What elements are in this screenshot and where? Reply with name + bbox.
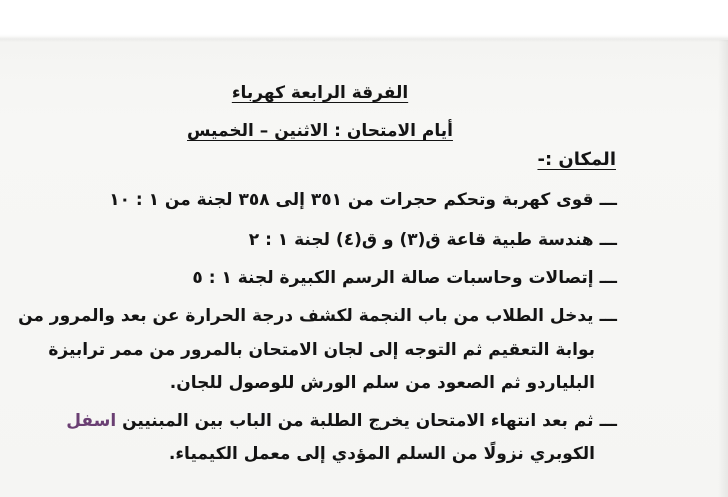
exam-days-text: أيام الامتحان : الاثنين – الخميس	[187, 121, 453, 141]
paper-edge-shadow	[718, 40, 728, 497]
list-item	[109, 189, 617, 211]
list-item-text-highlight: اسفل	[66, 411, 117, 431]
list-item	[66, 410, 617, 432]
list-item-text: ثم بعد انتهاء الامتحان يخرج الطلبة من الباب بين المبنيين	[122, 411, 594, 431]
bullet-dash: ـــ	[599, 306, 617, 326]
list-item-text: الكوبري نزولًا من السلم المؤدي إلى معمل الكيمياء.	[168, 444, 595, 464]
list-item-text: يدخل الطلاب من باب النجمة لكشف درجة الحرارة عن بعد والمرور من	[18, 306, 594, 326]
list-item-continuation	[169, 443, 595, 465]
list-item	[192, 267, 617, 289]
bullet-dash: ـــ	[599, 190, 617, 210]
list-item-text: إتصالات وحاسبات صالة الرسم الكبيرة لجنة ١ : ٥	[192, 268, 594, 288]
list-item-text: بوابة التعقيم ثم التوجه إلى لجان الامتحان بالمرور من ممر ترابيزة	[48, 340, 595, 360]
title-text: الفرقة الرابعة كهرباء	[231, 83, 409, 103]
place-heading	[537, 149, 616, 171]
bullet-dash: ـــ	[599, 268, 617, 288]
list-item-text: البلياردو ثم الصعود من سلم الورش للوصول للجان.	[169, 373, 595, 393]
document-title	[0, 82, 640, 104]
exam-days	[0, 120, 640, 142]
list-item-text: هندسة طبية قاعة ق(٣) و ق(٤) لجنة ١ : ٢	[248, 230, 594, 250]
bullet-dash: ـــ	[599, 411, 617, 431]
bullet-dash: ـــ	[599, 230, 617, 250]
paper-fold	[0, 36, 728, 42]
list-item-text: قوى كهربة وتحكم حجرات من ٣٥١ إلى ٣٥٨ لجنة من ١ : ١٠	[109, 190, 594, 210]
place-heading-text: المكان :-	[537, 149, 616, 170]
list-item	[249, 229, 617, 251]
list-item	[18, 305, 617, 327]
list-item-continuation	[170, 372, 595, 394]
list-item-continuation	[48, 339, 595, 361]
